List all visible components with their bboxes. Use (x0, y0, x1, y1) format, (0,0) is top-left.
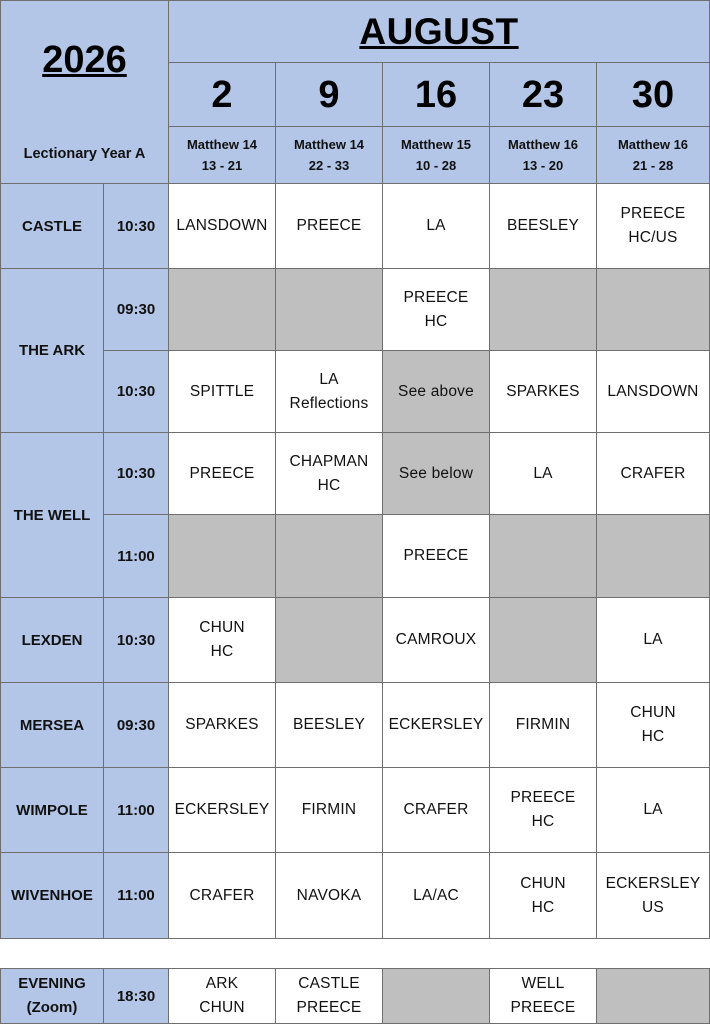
preacher-cell (276, 433, 383, 515)
preacher-line: LA (426, 217, 446, 234)
empty-slot (383, 969, 490, 1024)
preacher-line: ECKERSLEY (174, 801, 270, 818)
preacher-line: LA (643, 801, 663, 818)
reading-line: Matthew 16 (617, 137, 689, 152)
year-header-cell (1, 1, 169, 184)
preacher-line: PREECE (189, 464, 255, 482)
date-cell (383, 63, 490, 127)
date-cell (490, 63, 597, 127)
preacher-line: LA (643, 631, 663, 648)
service-time-cell (104, 269, 169, 351)
reading-cell (490, 127, 597, 184)
site-name-cell (1, 768, 104, 853)
preacher-cell (490, 683, 597, 768)
preacher-line: CHAPMAN (289, 452, 369, 470)
reading-line: Matthew 16 (507, 137, 579, 152)
date-cell (276, 63, 383, 127)
reading-cell (169, 127, 276, 184)
site-name-cell (1, 598, 104, 683)
preacher-cell (169, 683, 276, 768)
date-number: 16 (414, 73, 458, 116)
preacher-line: See below (398, 464, 474, 482)
preacher-line: CRAFER (403, 801, 469, 818)
empty-slot (490, 269, 597, 351)
preacher-cell (383, 768, 490, 853)
preacher-line: HC (210, 643, 234, 660)
service-time-cell (104, 433, 169, 515)
empty-slot (276, 598, 383, 683)
empty-slot (597, 969, 710, 1024)
site-name-cell (1, 433, 104, 598)
preacher-line: ARK (205, 975, 239, 992)
reading-cell (276, 127, 383, 184)
preacher-cell (383, 269, 490, 351)
reading-line: 13 - 20 (522, 158, 564, 173)
preacher-cell (276, 351, 383, 433)
empty-slot (597, 515, 710, 598)
service-time: 09:30 (116, 716, 156, 734)
preacher-line: HC/US (628, 229, 678, 246)
preacher-cell (169, 351, 276, 433)
preacher-line: HC (641, 728, 665, 745)
preacher-cell (169, 598, 276, 683)
preacher-line: PREECE (510, 789, 576, 806)
preacher-line: PREECE (296, 217, 362, 234)
reading-line: Matthew 15 (400, 137, 472, 152)
preacher-line: Reflections (289, 394, 369, 412)
service-time-cell (104, 184, 169, 269)
preacher-line: BEESLEY (506, 217, 580, 234)
preacher-cell (383, 683, 490, 768)
service-time-cell (104, 683, 169, 768)
site-name-cell (1, 683, 104, 768)
service-row (1, 184, 710, 269)
service-row (1, 598, 710, 683)
date-number: 2 (211, 73, 233, 116)
preacher-cell (490, 969, 597, 1024)
preacher-line: CHUN (520, 874, 566, 892)
preacher-line: HC (424, 312, 448, 330)
preacher-line: PREECE (620, 205, 686, 222)
service-row (1, 351, 710, 433)
preacher-line: PREECE (403, 288, 469, 306)
preacher-cell (597, 351, 710, 433)
preacher-cell (597, 768, 710, 853)
service-time: 11:00 (117, 887, 155, 904)
preacher-cell (597, 683, 710, 768)
service-time: 18:30 (116, 987, 156, 1005)
site-name: LEXDEN (21, 631, 83, 649)
service-time: 10:30 (116, 465, 156, 482)
evening-table (0, 968, 710, 1024)
site-name-cell (1, 853, 104, 939)
preacher-cell (276, 768, 383, 853)
empty-slot (276, 269, 383, 351)
service-time: 11:00 (117, 547, 155, 565)
date-cell (597, 63, 710, 127)
preacher-line: CHUN (199, 619, 245, 636)
preacher-line: See above (398, 382, 474, 400)
service-time-cell (104, 768, 169, 853)
preacher-cell (597, 598, 710, 683)
service-time: 10:30 (116, 217, 156, 235)
service-time: 11:00 (117, 801, 155, 819)
preacher-line: CRAFER (620, 464, 686, 482)
preacher-line: HC (531, 813, 555, 830)
preacher-line: FIRMIN (515, 716, 571, 733)
lectionary-label: Lectionary Year A (23, 146, 146, 162)
preacher-line: LA (319, 370, 339, 388)
preacher-line: LA/AC (413, 886, 459, 904)
empty-slot (490, 598, 597, 683)
empty-slot (169, 269, 276, 351)
service-time-cell (104, 969, 169, 1024)
site-name: THE ARK (18, 342, 86, 359)
preacher-line: SPARKES (506, 382, 580, 400)
service-time: 10:30 (116, 383, 156, 400)
preacher-cell (490, 433, 597, 515)
preacher-cell (490, 768, 597, 853)
preacher-cell (169, 184, 276, 269)
site-name: CASTLE (22, 217, 82, 235)
reading-cell (383, 127, 490, 184)
preacher-cell (490, 184, 597, 269)
preacher-cell (490, 853, 597, 939)
service-row (1, 269, 710, 351)
month-header-cell (169, 1, 710, 63)
preacher-cell (383, 598, 490, 683)
preacher-cell (383, 433, 490, 515)
preacher-line: HC (317, 476, 341, 494)
preacher-cell (383, 515, 490, 598)
site-name-line: EVENING (18, 975, 86, 992)
site-name-cell (1, 969, 104, 1024)
preacher-line: FIRMIN (301, 801, 357, 818)
preacher-cell (169, 853, 276, 939)
service-row (1, 853, 710, 939)
preacher-cell (597, 433, 710, 515)
reading-line: 10 - 28 (415, 158, 457, 173)
preacher-cell (276, 969, 383, 1024)
reading-line: 13 - 21 (201, 158, 243, 173)
preacher-line: NAVOKA (296, 886, 362, 904)
preacher-cell (276, 184, 383, 269)
site-name-cell (1, 184, 104, 269)
reading-line: 22 - 33 (308, 158, 350, 173)
service-time: 09:30 (116, 301, 156, 318)
preacher-line: LANSDOWN (176, 217, 268, 234)
preacher-line: HC (531, 898, 555, 916)
site-name-line: (Zoom) (26, 999, 78, 1016)
reading-line: Matthew 14 (293, 137, 365, 152)
preacher-cell (490, 351, 597, 433)
empty-slot (490, 515, 597, 598)
reading-cell (597, 127, 710, 184)
preacher-line: CASTLE (298, 975, 360, 992)
site-name: WIVENHOE (11, 887, 93, 904)
preacher-line: CHUN (199, 999, 245, 1016)
preacher-cell (383, 184, 490, 269)
preacher-line: WELL (521, 975, 565, 992)
service-row (1, 433, 710, 515)
service-time-cell (104, 853, 169, 939)
preacher-line: BEESLEY (292, 716, 366, 733)
site-name-cell (1, 269, 104, 433)
preacher-line: SPARKES (185, 716, 259, 733)
preacher-line: ECKERSLEY (605, 874, 701, 892)
year-title: 2026 (42, 39, 127, 81)
reading-line: 21 - 28 (632, 158, 674, 173)
empty-slot (597, 269, 710, 351)
preacher-cell (169, 433, 276, 515)
preacher-cell (169, 969, 276, 1024)
preacher-cell (276, 853, 383, 939)
preacher-line: CRAFER (189, 886, 255, 904)
preacher-cell (383, 853, 490, 939)
preacher-line: PREECE (510, 999, 576, 1016)
service-time: 10:30 (116, 631, 156, 649)
reading-line: Matthew 14 (186, 137, 258, 152)
preacher-cell (597, 853, 710, 939)
service-time-cell (104, 515, 169, 598)
preacher-line: US (642, 898, 664, 916)
preacher-line: CHUN (630, 704, 676, 721)
service-row (1, 515, 710, 598)
preacher-line: PREECE (403, 547, 469, 564)
service-time-cell (104, 351, 169, 433)
service-row (1, 683, 710, 768)
preacher-line: LANSDOWN (607, 382, 699, 400)
preacher-line: ECKERSLEY (388, 716, 484, 733)
preacher-cell (597, 184, 710, 269)
empty-slot (169, 515, 276, 598)
preacher-line: CAMROUX (395, 631, 477, 648)
preacher-cell (169, 768, 276, 853)
date-cell (169, 63, 276, 127)
site-name: MERSEA (19, 716, 85, 734)
month-title: AUGUST (359, 10, 519, 52)
preacher-line: SPITTLE (189, 382, 255, 400)
preacher-line: PREECE (296, 999, 362, 1016)
site-name: WIMPOLE (16, 801, 88, 819)
preacher-line: LA (533, 464, 553, 482)
empty-slot (276, 515, 383, 598)
site-name: THE WELL (13, 506, 91, 524)
service-row (1, 969, 710, 1024)
service-row (1, 768, 710, 853)
date-number: 9 (318, 73, 340, 116)
preacher-cell (276, 683, 383, 768)
date-number: 30 (631, 73, 675, 116)
service-time-cell (104, 598, 169, 683)
preacher-cell (383, 351, 490, 433)
date-number: 23 (521, 73, 565, 116)
